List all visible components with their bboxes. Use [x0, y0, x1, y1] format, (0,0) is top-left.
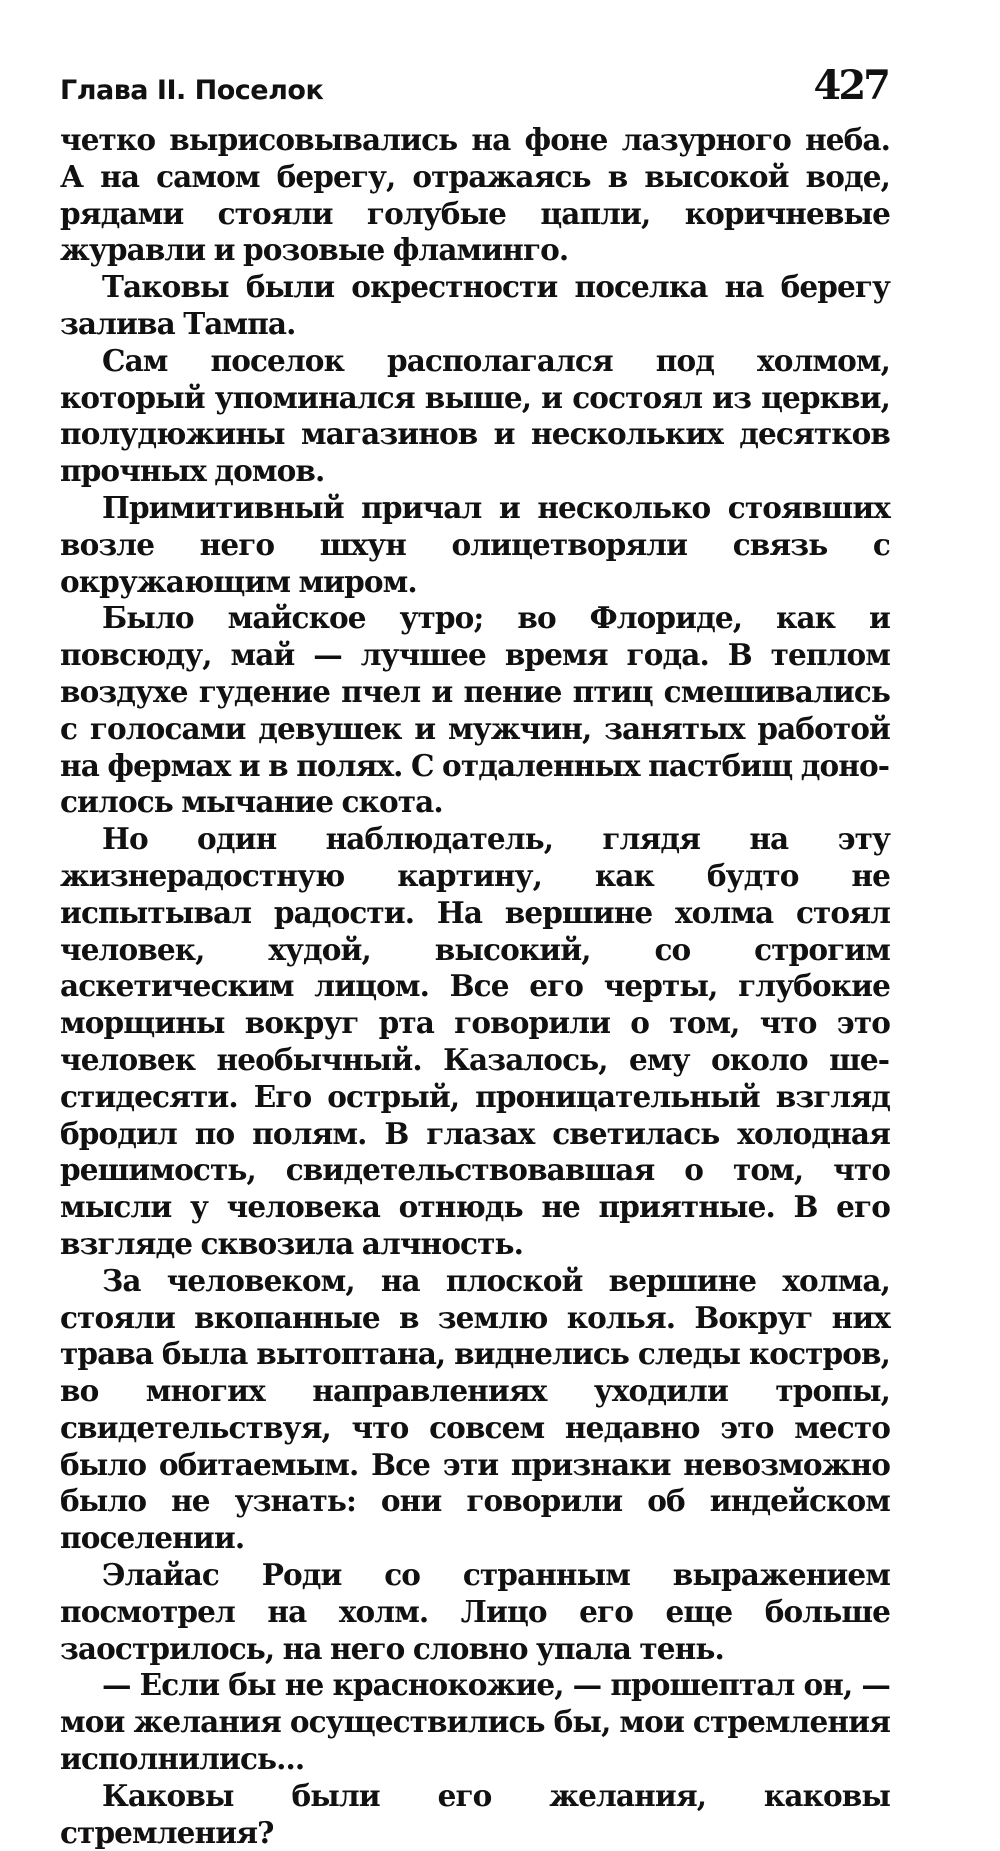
- paragraph: Таковы были окрестности поселка на берегу залива Тампа.: [60, 269, 890, 341]
- paragraph: За человеком, на плоской вершине холма, стояли вкопанные в землю колья. Вокруг них трава была вытоптана, виднелись следы костров, во многих направлениях уходили тропы, свидетельствуя, что совсем недавно это место было обитаемым. Все эти признаки невозможно было не узнать: они говорили об индейском поселении.: [60, 1262, 890, 1556]
- chapter-title: Глава II. Поселок: [60, 75, 324, 106]
- paragraph: Было майское утро; во Флориде, как и повсюду, май — лучшее время года. В теплом воздухе гудение пчел и пение птиц смешивались с голосами девушек и мужчин, занятых работой на фермах и в полях. С отдаленных пастбищ доносилось мычание скота.: [60, 600, 890, 820]
- paragraph-dialogue: — Если бы не краснокожие, — прошептал он, — мои желания осуществились бы, мои стремления исполнились...: [60, 1667, 890, 1777]
- paragraph: Каковы были его желания, каковы стремления?: [60, 1777, 890, 1850]
- paragraph-continuation: четко вырисовывались на фоне лазурного неба. А на самом берегу, отражаясь в высокой воде, рядами стояли голубые цапли, коричневые журавли и розовые фламинго.: [60, 122, 890, 268]
- paragraph: Элайас Роди со странным выражением посмотрел на холм. Лицо его еще больше заострилось, на него словно упала тень.: [60, 1557, 890, 1666]
- page-number: 427: [813, 62, 888, 109]
- running-head: [60, 62, 890, 112]
- paragraph: Сам поселок располагался под холмом, который упоминался выше, и состоял из церкви, полудюжины магазинов и нескольких десятков прочных домов.: [60, 342, 890, 489]
- paragraph: Примитивный причал и несколько стоявших возле него шхун олицетворяли связь с окружающим миром.: [60, 489, 890, 599]
- paragraph: Но один наблюдатель, глядя на эту жизнерадостную картину, как будто не испытывал радости. На вершине холма стоял человек, худой, высокий, со строгим аскетическим лицом. Все его черты, глубокие морщины вокруг рта говорили о том, что это человек необычный. Казалось, ему около шестидесяти. Его острый, проницательный взгляд бродил по полям. В глазах светилась холодная решимость, свидетельствовавшая о том, что мысли у человека отнюдь не приятные. В его взгляде сквозила алчность.: [60, 821, 890, 1261]
- body-text: [60, 122, 890, 1851]
